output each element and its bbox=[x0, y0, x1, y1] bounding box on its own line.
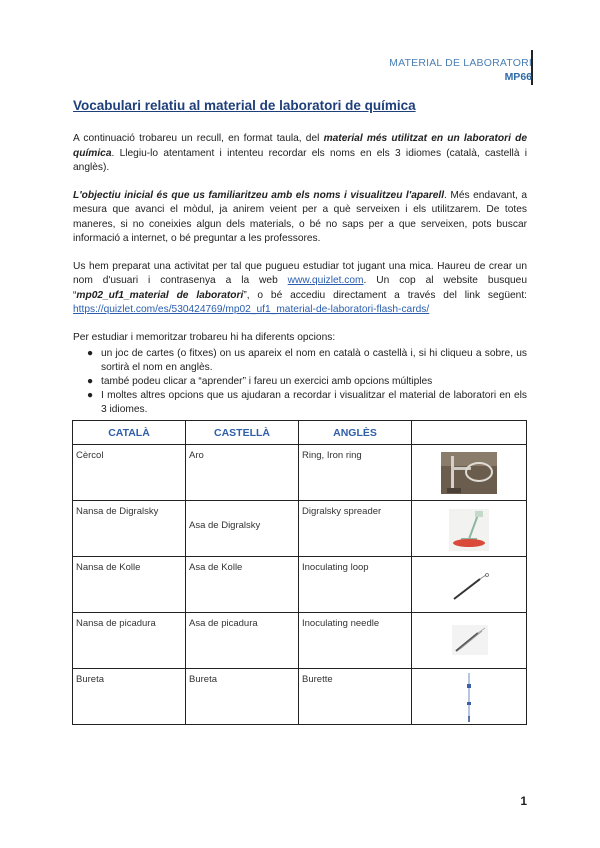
cell-english: Inoculating loop bbox=[299, 557, 412, 613]
bullet-icon: ● bbox=[87, 376, 94, 387]
cell-catalan: Cèrcol bbox=[73, 445, 186, 501]
page-header bbox=[389, 56, 532, 84]
page-number: 1 bbox=[520, 794, 527, 808]
header-english: ANGLÈS bbox=[299, 421, 412, 445]
inoculating-needle-icon bbox=[452, 625, 488, 655]
objective-paragraph bbox=[73, 189, 527, 247]
iron-ring-icon bbox=[441, 452, 497, 494]
cell-image bbox=[412, 557, 527, 613]
cell-image bbox=[412, 613, 527, 669]
cell-spanish: Asa de Digralsky bbox=[186, 501, 299, 557]
intro-text-a: A continuació trobareu un recull, en format taula, del bbox=[73, 133, 324, 144]
cell-catalan: Bureta bbox=[73, 669, 186, 725]
list-item: ● també podeu clicar a “aprender” i fareu un exercici amb opcions múltiples bbox=[87, 376, 433, 387]
cell-spanish: Bureta bbox=[186, 669, 299, 725]
cell-catalan: Nansa de Digralsky bbox=[73, 501, 186, 557]
table-row bbox=[73, 501, 527, 557]
cell-english: Ring, Iron ring bbox=[299, 445, 412, 501]
list-item: ● I moltes altres opcions que us ajudaran a recordar i visualitzar el material de laboratori en els 3 idiomes. bbox=[87, 390, 527, 415]
table-row bbox=[73, 557, 527, 613]
flashcards-link[interactable]: https://quizlet.com/es/530424769/mp02_uf1_material-de-laboratori-flash-cards/ bbox=[73, 304, 430, 315]
cell-spanish: Asa de Kolle bbox=[186, 557, 299, 613]
cell-english: Digralsky spreader bbox=[299, 501, 412, 557]
objective-text: . Més endavant, a mesura que avanci el mòdul, ja anirem veient per a què serveixen i els utilitzarem. De totes maneres, si no coneixies algun dels materials, o bé no saps per a que serveixen, pots buscar informació a internet, o bé preguntar a les professores. bbox=[73, 189, 528, 244]
cell-spanish: Asa de picadura bbox=[186, 613, 299, 669]
intro-text-c: . Llegiu-lo atentament i intenteu recordar els noms en els 3 idiomes (català, castellà i anglès). bbox=[73, 147, 527, 173]
options-intro: Per estudiar i memoritzar trobareu hi ha diferents opcions: bbox=[73, 331, 336, 343]
digralsky-spreader-icon bbox=[449, 509, 489, 551]
list-item: ● un joc de cartes (o fitxes) on us apareix el nom en català o castellà i, si hi cliqueu a sobre, us sortirà el nom en anglès. bbox=[87, 348, 527, 373]
burette-icon bbox=[464, 672, 474, 722]
cell-image bbox=[412, 501, 527, 557]
options-list bbox=[87, 347, 527, 417]
cell-spanish: Aro bbox=[186, 445, 299, 501]
cell-image bbox=[412, 669, 527, 725]
table-row bbox=[73, 445, 527, 501]
table-header-row bbox=[73, 421, 527, 445]
table-row bbox=[73, 613, 527, 669]
intro-paragraph bbox=[73, 132, 527, 176]
document-body bbox=[73, 98, 527, 417]
bullet-icon: ● bbox=[87, 390, 94, 401]
quizlet-link[interactable]: www.quizlet.com bbox=[287, 275, 364, 286]
vocabulary-table bbox=[72, 420, 527, 725]
activity-text-b: . Un cop al website busqueu “ bbox=[73, 275, 527, 301]
header-code: MP66 bbox=[504, 71, 532, 83]
cell-english: Burette bbox=[299, 669, 412, 725]
cell-catalan: Nansa de picadura bbox=[73, 613, 186, 669]
intro-emphasis: material més utilitzat en un laboratori de química bbox=[73, 133, 527, 159]
activity-paragraph bbox=[73, 260, 527, 318]
objective-emphasis: L'objectiu inicial és que us familiaritzeu amb els noms i visualitzeu l'aparell bbox=[73, 189, 445, 201]
header-image bbox=[412, 421, 527, 445]
cell-english: Inoculating needle bbox=[299, 613, 412, 669]
activity-text-c: ”, o bé accediu directament a través del link següent: bbox=[243, 289, 527, 301]
document-title: Vocabulari relatiu al material de laboratori de química bbox=[73, 98, 416, 113]
cell-image bbox=[412, 445, 527, 501]
header-spanish: CASTELLÀ bbox=[186, 421, 299, 445]
cell-catalan: Nansa de Kolle bbox=[73, 557, 186, 613]
inoculating-loop-icon bbox=[450, 573, 490, 603]
activity-text-a: Us hem preparat una activitat per tal que pugueu estudiar tot jugant una mica. Haureu de crear un nom d'usuari i contrasenya a la web bbox=[73, 260, 527, 286]
table-row bbox=[73, 669, 527, 725]
bullet-icon: ● bbox=[87, 348, 94, 359]
header-subject: MATERIAL DE LABORATORI bbox=[389, 57, 532, 69]
activity-set-name: mp02_uf1_material de laboratori bbox=[76, 289, 244, 301]
header-catalan: CATALÀ bbox=[73, 421, 186, 445]
